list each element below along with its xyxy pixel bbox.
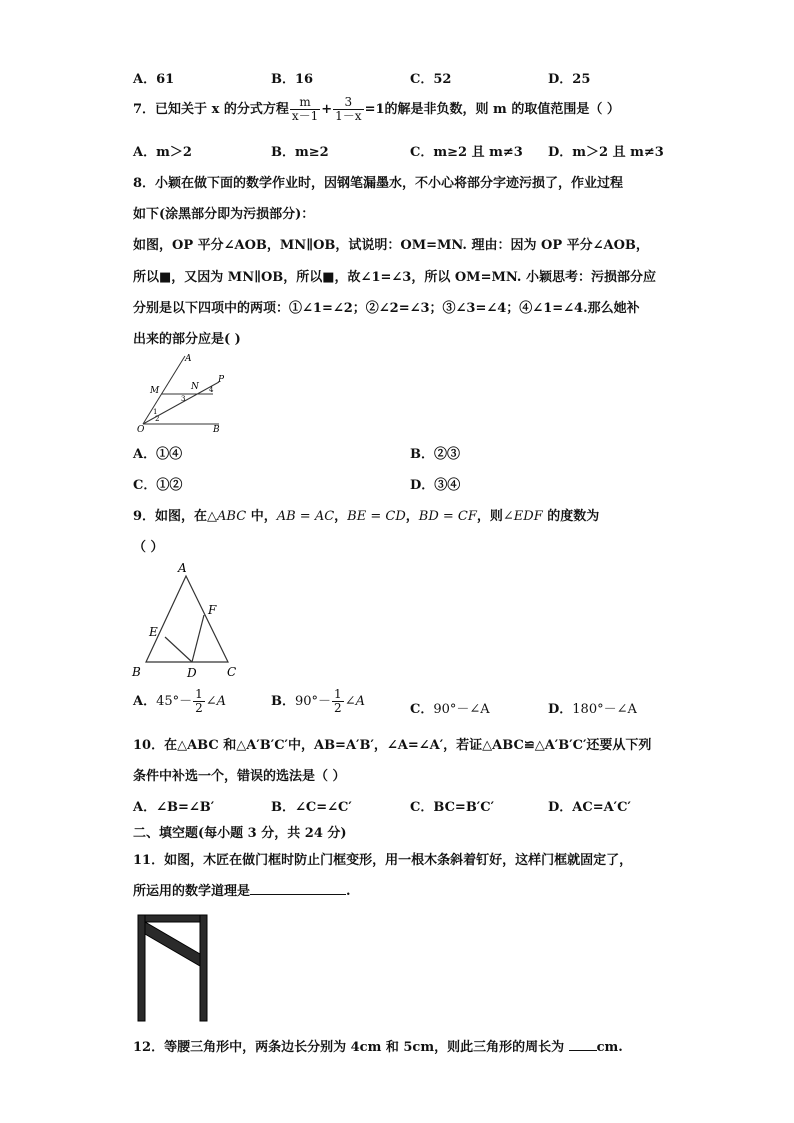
q9-b-label: B． xyxy=(271,694,295,709)
q9-mid1: 中， xyxy=(246,509,277,524)
q10-line-1: 10．在△ABC 和△A′B′C′中，AB=A′B′，∠A=∠A′，若证△ABC≌△A′B′C′还要从下列 xyxy=(133,738,652,753)
q12-answer-blank[interactable] xyxy=(569,1038,597,1051)
triangle-abc xyxy=(146,576,228,662)
label-b: B xyxy=(213,425,220,434)
q10-option-c[interactable]: C．BC=B′C′ xyxy=(410,800,495,815)
q9-c-value: 90°－∠A xyxy=(433,702,490,717)
q9-a-value: 45°－ xyxy=(156,694,193,709)
segment-ed xyxy=(165,637,192,662)
q11-answer-blank[interactable] xyxy=(250,882,346,895)
q9-sep1: ， xyxy=(334,509,348,524)
q9-cond-2: BE = CD xyxy=(347,509,406,524)
q9-d-value: 180°－∠A xyxy=(572,702,637,717)
q9-a-fraction xyxy=(193,688,205,715)
q6-option-a[interactable]: A．61 xyxy=(133,72,175,87)
label-angle-1: 1 xyxy=(153,408,158,416)
label-e: E xyxy=(149,625,158,639)
label-angle-3: 3 xyxy=(181,395,186,403)
q7-fraction-1 xyxy=(290,96,320,123)
q9-option-d[interactable] xyxy=(548,698,637,717)
q9-a-angle: ∠A xyxy=(205,694,227,709)
frame-left xyxy=(138,915,145,1021)
q9-option-a[interactable] xyxy=(133,688,226,715)
q9-triangle: △ABC xyxy=(207,509,247,524)
label-angle-4: 4 xyxy=(209,386,214,394)
q9-sep2: ， xyxy=(405,509,419,524)
q12-text: 12．等腰三角形中，两条边长分别为 4cm 和 5cm，则此三角形的周长为 xyxy=(133,1040,569,1055)
q7-plus: + xyxy=(321,102,333,117)
label-p: P xyxy=(218,375,225,385)
q9-b-fraction xyxy=(332,688,344,715)
label-d: D xyxy=(187,666,197,680)
q7-question xyxy=(133,96,620,123)
q11-door-frame-figure xyxy=(133,912,213,1024)
q9-mid2: ，则 xyxy=(476,509,503,524)
q7-option-c[interactable]: C．m≥2 且 m≠3 xyxy=(410,145,523,160)
q9-triangle-figure xyxy=(128,558,246,682)
q8-option-d[interactable]: D．③④ xyxy=(410,478,461,493)
q8-line-2: 如下(涂黑部分即为污损部分)： xyxy=(133,207,315,222)
q9-suffix: 的度数为 xyxy=(542,509,600,524)
q9-cond-3: BD = CF xyxy=(418,509,477,524)
q10-option-a[interactable]: A．∠B=∠B′ xyxy=(133,800,215,815)
q8-line-6: 出来的部分应是( ) xyxy=(133,332,241,347)
q9-option-c[interactable] xyxy=(410,698,490,717)
q7-equals: =1 xyxy=(364,102,385,117)
label-b: B xyxy=(132,665,141,679)
q11-text: 所运用的数学道理是 xyxy=(133,884,251,899)
frame-top xyxy=(138,915,207,922)
q9-cond-1: AB = AC xyxy=(276,509,335,524)
q10-option-d[interactable]: D．AC=A′C′ xyxy=(548,800,631,815)
q7-f2-denominator: 1－x xyxy=(335,109,362,123)
q7-fraction-2 xyxy=(333,96,363,123)
q10-option-b[interactable]: B．∠C=∠C′ xyxy=(271,800,352,815)
label-o: O xyxy=(137,425,145,434)
q8-option-c[interactable]: C．①② xyxy=(133,478,183,493)
q9-b-num: 1 xyxy=(334,687,342,701)
q7-option-d[interactable]: D．m＞2 且 m≠3 xyxy=(548,145,664,160)
label-angle-2: 2 xyxy=(155,415,160,423)
q9-paren: （ ） xyxy=(133,540,164,555)
q9-option-b[interactable] xyxy=(271,688,365,715)
q9-question xyxy=(133,505,599,524)
q9-b-den: 2 xyxy=(334,701,342,715)
q8-line-4: 所以■，又因为 MN∥OB，所以■，故∠1=∠3，所以 OM=MN. 小颖思考：污损部分应 xyxy=(133,270,656,285)
q7-prefix: 7．已知关于 x 的分式方程 xyxy=(133,102,289,117)
q9-a-den: 2 xyxy=(195,701,203,715)
q9-b-value: 90°－ xyxy=(295,694,332,709)
label-c: C xyxy=(227,665,237,679)
label-a: A xyxy=(178,561,187,575)
q9-a-num: 1 xyxy=(195,687,203,701)
q7-option-a[interactable]: A．m＞2 xyxy=(133,145,192,160)
q9-b-angle: ∠A xyxy=(344,694,365,709)
segment-df xyxy=(192,615,204,662)
q6-option-d[interactable]: D．25 xyxy=(548,72,591,87)
q7-suffix: 的解是非负数，则 m 的取值范围是（ ） xyxy=(384,102,620,117)
q8-option-b[interactable]: B．②③ xyxy=(410,447,460,462)
q7-f1-numerator: m xyxy=(290,96,320,110)
diagonal-brace xyxy=(145,922,200,966)
q8-line-1: 8．小颖在做下面的数学作业时，因钢笔漏墨水，不小心将部分字迹污损了，作业过程 xyxy=(133,176,624,191)
q8-angle-figure xyxy=(135,352,235,434)
q10-line-2: 条件中补选一个，错误的选法是（ ） xyxy=(133,769,346,784)
q7-f2-numerator: 3 xyxy=(333,96,363,110)
q6-option-c[interactable]: C．52 xyxy=(410,72,452,87)
q8-option-a[interactable]: A．①④ xyxy=(133,447,183,462)
q12-end: cm. xyxy=(596,1040,623,1055)
q11-line-2 xyxy=(133,880,351,899)
q9-c-label: C． xyxy=(410,702,434,717)
q9-d-label: D． xyxy=(548,702,573,717)
label-m: M xyxy=(150,386,160,396)
section-2-heading: 二、填空题(每小题 3 分，共 24 分) xyxy=(133,826,347,841)
q8-line-3: 如图，OP 平分∠AOB，MN∥OB，试说明：OM=MN. 理由：因为 OP 平分∠AOB， xyxy=(133,238,649,253)
q9-a-label: A． xyxy=(133,694,157,709)
q9-prefix: 9．如图，在 xyxy=(133,509,208,524)
q12-question xyxy=(133,1036,623,1055)
q6-option-b[interactable]: B．16 xyxy=(271,72,314,87)
label-a: A xyxy=(185,354,192,364)
frame-right xyxy=(200,915,207,1021)
q11-line-1: 11．如图，木匠在做门框时防止门框变形，用一根木条斜着钉好，这样门框就固定了， xyxy=(133,853,633,868)
q7-option-b[interactable]: B．m≥2 xyxy=(271,145,329,160)
q11-end: . xyxy=(346,884,351,899)
q8-line-5: 分别是以下四项中的两项：①∠1=∠2；②∠2=∠3；③∠3=∠4；④∠1=∠4.那么她补 xyxy=(133,301,640,316)
label-f: F xyxy=(208,603,217,617)
label-n: N xyxy=(191,382,199,392)
q9-angle: ∠EDF xyxy=(502,509,543,524)
q7-f1-denominator: x－1 xyxy=(291,109,319,123)
